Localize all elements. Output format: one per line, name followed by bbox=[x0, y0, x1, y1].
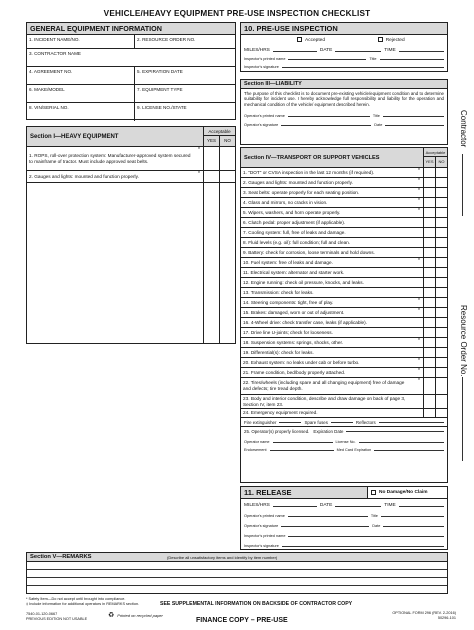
yes-checkbox[interactable] bbox=[423, 395, 435, 408]
form-code: 50296-101 bbox=[437, 615, 456, 620]
safety-star: * bbox=[418, 338, 420, 344]
no-checkbox[interactable] bbox=[435, 358, 447, 367]
section4-item bbox=[241, 395, 447, 409]
emergency-equipment-row bbox=[241, 418, 447, 427]
endorsement-input[interactable] bbox=[270, 450, 334, 451]
section4-item bbox=[241, 248, 447, 258]
safety-star bbox=[415, 409, 423, 417]
section4-item bbox=[241, 409, 447, 418]
section4-item-text: 20. Exhaust system: no leaks under cab or before turbo. bbox=[243, 359, 360, 365]
equipment-type-field[interactable]: 7. EQUIPMENT TYPE bbox=[135, 85, 235, 103]
section4-item bbox=[241, 368, 447, 378]
no-checkbox[interactable] bbox=[435, 228, 447, 237]
safety-star: * bbox=[418, 168, 420, 174]
release-operator-signature-label: Operator's signature bbox=[244, 524, 279, 528]
section1-item bbox=[27, 171, 235, 183]
recycled-note bbox=[108, 611, 178, 619]
release-section bbox=[240, 486, 448, 550]
section4-item-text: 4. Glass and mirrors, no cracks in vision. bbox=[243, 199, 328, 205]
section4-item bbox=[241, 348, 447, 358]
no-checkbox[interactable] bbox=[435, 268, 447, 277]
yes-checkbox[interactable] bbox=[423, 338, 435, 347]
no-checkbox[interactable] bbox=[435, 168, 447, 177]
safety-star: * bbox=[418, 308, 420, 314]
inspector-signature-input[interactable] bbox=[282, 67, 444, 68]
no-checkbox[interactable] bbox=[435, 318, 447, 327]
time-input[interactable] bbox=[399, 51, 444, 52]
pre-use-inspection-header: 10. PRE-USE INSPECTION bbox=[241, 23, 447, 35]
section4-item-text: 10. Fuel system: free of leaks and damage. bbox=[243, 259, 333, 265]
remarks-line[interactable] bbox=[27, 570, 447, 578]
release-time-label: TIME bbox=[384, 503, 396, 508]
release-title-label: Title bbox=[370, 514, 378, 518]
yes-checkbox[interactable] bbox=[423, 178, 435, 187]
section1-no-label: NO bbox=[224, 138, 231, 143]
no-checkbox[interactable] bbox=[435, 218, 447, 227]
release-inspector-signature-input[interactable] bbox=[282, 546, 444, 547]
safety-star: * bbox=[418, 368, 420, 374]
operator-date-label: Date bbox=[374, 123, 383, 128]
date-input[interactable] bbox=[335, 51, 381, 52]
fire-extinguisher-input[interactable] bbox=[279, 422, 301, 423]
operator-title-label: Title bbox=[372, 114, 380, 119]
fire-extinguisher-label: Fire extinguisher bbox=[244, 419, 277, 425]
remarks-line[interactable] bbox=[27, 578, 447, 586]
safety-star bbox=[415, 228, 423, 237]
no-checkbox[interactable] bbox=[435, 198, 447, 207]
reflectors-input[interactable] bbox=[379, 422, 444, 423]
release-operator-printed-input[interactable] bbox=[288, 516, 368, 517]
yes-checkbox[interactable] bbox=[423, 278, 435, 287]
expiration-date-label: Expiration Date bbox=[313, 429, 344, 434]
section4-acceptable-label: Acceptable bbox=[425, 150, 446, 155]
vin-serial-field[interactable]: 8. VIN/SERIAL NO. bbox=[27, 103, 135, 121]
release-date2-input[interactable] bbox=[383, 526, 444, 527]
remarks-line[interactable] bbox=[27, 562, 447, 570]
no-checkbox[interactable] bbox=[435, 368, 447, 377]
resource-order-side-label bbox=[455, 305, 471, 465]
date-label: DATE bbox=[319, 48, 333, 53]
operator-name-input[interactable] bbox=[273, 442, 333, 443]
section1-header: Section I—HEAVY EQUIPMENT bbox=[30, 134, 119, 140]
yes-checkbox[interactable] bbox=[203, 171, 219, 182]
rejected-checkbox[interactable] bbox=[378, 37, 383, 42]
operator-licensed-label: 25. Operator(s) properly licensed. bbox=[244, 429, 310, 434]
time-label: TIME bbox=[384, 48, 396, 53]
resource-order-field[interactable]: 2. RESOURCE ORDER NO. bbox=[135, 35, 235, 49]
section1-item bbox=[27, 147, 235, 171]
section4-item-text: 1. "DOT" or CVSA inspection in the last 12 months (if required). bbox=[243, 169, 375, 175]
section4-item bbox=[241, 238, 447, 248]
safety-star: * bbox=[418, 298, 420, 304]
license-state-field[interactable]: 9. LICENSE NO./STATE bbox=[137, 105, 187, 110]
no-checkbox[interactable] bbox=[435, 298, 447, 307]
resource-order-side-text: Resource Order No. bbox=[459, 305, 468, 377]
no-checkbox[interactable] bbox=[435, 258, 447, 267]
no-checkbox[interactable] bbox=[435, 248, 447, 257]
form-id: OPTIONAL FORM 296 (REV. 2-2016) bbox=[392, 611, 456, 615]
yes-checkbox[interactable] bbox=[423, 288, 435, 297]
no-checkbox[interactable] bbox=[435, 409, 447, 417]
section4-item bbox=[241, 188, 447, 198]
yes-checkbox[interactable] bbox=[423, 348, 435, 357]
inspector-signature-label: Inspector's signature bbox=[244, 65, 279, 69]
yes-checkbox[interactable] bbox=[423, 358, 435, 367]
section3-liability bbox=[240, 79, 448, 145]
spare-fuses-label: Spare fuses bbox=[304, 419, 328, 425]
safety-star bbox=[415, 288, 423, 297]
operator-printed-label: Operator's printed name bbox=[244, 114, 285, 119]
release-date-label: DATE bbox=[319, 503, 333, 508]
yes-checkbox[interactable] bbox=[423, 368, 435, 377]
form-number bbox=[366, 611, 456, 621]
safety-star: * bbox=[418, 208, 420, 214]
section5-remarks bbox=[26, 552, 448, 594]
section4-item-text: 2. Gauges and lights: mounted and function properly. bbox=[243, 179, 353, 185]
endorsement-label: Endorsement bbox=[244, 448, 267, 452]
no-checkbox[interactable] bbox=[435, 378, 447, 394]
section4-item bbox=[241, 358, 447, 368]
section4-item bbox=[241, 228, 447, 238]
section4-item bbox=[241, 338, 447, 348]
safety-star bbox=[415, 395, 423, 408]
yes-checkbox[interactable] bbox=[423, 409, 435, 417]
recycled-text: Printed on recycled paper bbox=[117, 612, 163, 618]
section4-item bbox=[241, 218, 447, 228]
finance-copy-label: FINANCE COPY – PRE-USE bbox=[196, 617, 288, 624]
miles-label: MILES/HRS bbox=[244, 48, 270, 53]
no-checkbox[interactable] bbox=[435, 348, 447, 357]
section4-item bbox=[241, 168, 447, 178]
general-info-section bbox=[26, 22, 236, 120]
yes-checkbox[interactable] bbox=[423, 298, 435, 307]
no-damage-checkbox[interactable] bbox=[371, 490, 376, 495]
operator-name-label: Operator name bbox=[244, 440, 270, 444]
no-checkbox[interactable] bbox=[435, 308, 447, 317]
section4-item-text: 5. Wipers, washers, and horn operate properly. bbox=[243, 209, 341, 215]
section4-item-text: 8. Fluid levels (e.g. oil): full condition; full and clean. bbox=[243, 239, 351, 245]
safety-star: * bbox=[418, 258, 420, 264]
contractor-name-field[interactable]: 3. CONTRACTOR NAME bbox=[27, 49, 235, 67]
yes-checkbox[interactable] bbox=[423, 238, 435, 247]
safety-star bbox=[415, 248, 423, 257]
no-checkbox[interactable] bbox=[435, 395, 447, 408]
no-checkbox[interactable] bbox=[435, 188, 447, 197]
contractor-side-label bbox=[455, 110, 471, 220]
safety-star: * bbox=[418, 188, 420, 194]
no-checkbox[interactable] bbox=[435, 238, 447, 247]
release-header: 11. RELEASE bbox=[244, 488, 292, 497]
section4-yes-label: YES bbox=[424, 157, 436, 167]
section4-item-text: 9. Battery: check for corrosion, loose terminals and hold downs. bbox=[243, 249, 375, 255]
miles-input[interactable] bbox=[273, 51, 317, 52]
inspector-title-label: Title bbox=[369, 57, 377, 61]
no-checkbox[interactable] bbox=[435, 178, 447, 187]
nsn-code: 7540-01-120-0667 bbox=[26, 612, 58, 616]
no-checkbox[interactable] bbox=[435, 338, 447, 347]
yes-checkbox[interactable] bbox=[423, 168, 435, 177]
release-inspector-signature-label: Inspector's signature bbox=[244, 544, 279, 548]
section1-heavy-equipment bbox=[26, 126, 236, 344]
recycle-icon: ♻ bbox=[108, 612, 115, 619]
section1-yes-label: YES bbox=[204, 136, 220, 146]
section4-item bbox=[241, 378, 447, 395]
expiration-date-field[interactable]: 5. EXPIRATION DATE bbox=[135, 67, 235, 85]
liability-statement: The purpose of this checklist is to document pre-existing vehicle/equipment condition and to determine suitability for incident use. I hereby acknowledge full responsibility and liability for the operation and mechanical condition of the vehicle/ equipment described herein. bbox=[244, 91, 444, 107]
yes-checkbox[interactable] bbox=[423, 308, 435, 317]
form-title: VEHICLE/HEAVY EQUIPMENT PRE-USE INSPECTION CHECKLIST bbox=[103, 9, 371, 18]
safety-star: * bbox=[418, 198, 420, 204]
safety-note: * Safety Item—Do not accept until brought into compliance. bbox=[26, 597, 126, 601]
section1-acceptable-label: Acceptable bbox=[204, 127, 235, 136]
yes-checkbox[interactable] bbox=[423, 258, 435, 267]
section4-item-text: 18. Suspension systems: springs, shocks, other. bbox=[243, 339, 344, 345]
incident-name-field[interactable]: 1. INCIDENT NAME/NO. bbox=[27, 35, 135, 49]
safety-star: * bbox=[198, 147, 200, 153]
remarks-note: (Describe all unsatisfactory items and identify by item number) bbox=[167, 554, 278, 560]
yes-checkbox[interactable] bbox=[423, 198, 435, 207]
release-operator-signature-input[interactable] bbox=[281, 526, 369, 527]
no-checkbox[interactable] bbox=[435, 278, 447, 287]
release-inspector-printed-input[interactable] bbox=[288, 536, 444, 537]
previous-edition-note: PREVIOUS EDITION NOT USABLE bbox=[26, 616, 88, 621]
section4-item bbox=[241, 288, 447, 298]
yes-checkbox[interactable] bbox=[423, 378, 435, 394]
safety-star bbox=[415, 328, 423, 337]
supplemental-note: SEE SUPPLEMENTAL INFORMATION ON BACKSIDE OF CONTRACTOR COPY bbox=[160, 601, 353, 607]
safety-star: * bbox=[418, 378, 420, 384]
section4-item bbox=[241, 178, 447, 188]
release-operator-printed-label: Operator's printed name bbox=[244, 514, 285, 518]
section4-item-text: 22. Tires/wheels (including spare and all changing equipment) free of damage and defects; tire tread depth. bbox=[243, 380, 405, 391]
section4-item-text: 23. Body and interior condition, describe and draw damage on back of page 3, Section IV, item 23. bbox=[243, 395, 406, 407]
license-no-label: License No. bbox=[335, 440, 356, 444]
no-damage-label: No Damage/No Claim bbox=[379, 490, 428, 495]
no-checkbox[interactable] bbox=[219, 171, 235, 182]
accepted-label: Accepted bbox=[305, 37, 326, 43]
med-card-label: Med Card Expiration bbox=[336, 448, 372, 452]
accepted-checkbox[interactable] bbox=[297, 37, 302, 42]
section4-item bbox=[241, 278, 447, 288]
section4-item-text: 17. Drive line U-joints; check for looseness. bbox=[243, 329, 333, 335]
release-date-input[interactable] bbox=[335, 506, 381, 507]
inspector-printed-input[interactable] bbox=[288, 59, 366, 60]
release-inspector-printed-label: Inspector's printed name bbox=[244, 534, 286, 538]
section4-item bbox=[241, 298, 447, 308]
section1-item-text: 2. Gauges and lights: mounted and function properly. bbox=[29, 173, 139, 179]
section4-item-text: 7. Cooling system: full, free of leaks and damage. bbox=[243, 229, 346, 235]
section4-item-text: 15. Brakes: damaged, worn or out of adjustment. bbox=[243, 309, 345, 315]
section4-item bbox=[241, 308, 447, 318]
section3-header: Section III—LIABILITY bbox=[241, 80, 447, 89]
section4-item bbox=[241, 268, 447, 278]
license-no-input[interactable] bbox=[359, 442, 444, 443]
operator-date-input[interactable] bbox=[385, 125, 444, 126]
yes-checkbox[interactable] bbox=[203, 147, 219, 170]
safety-star: * bbox=[198, 171, 200, 177]
yes-checkbox[interactable] bbox=[423, 218, 435, 227]
inspector-title-input[interactable] bbox=[380, 59, 444, 60]
section4-item-list bbox=[241, 168, 447, 418]
section4-item-text: 13. Transmission: check for leaks. bbox=[243, 289, 314, 295]
release-miles-input[interactable] bbox=[273, 506, 317, 507]
no-checkbox[interactable] bbox=[435, 288, 447, 297]
rejected-label: Rejected bbox=[385, 37, 405, 43]
yes-checkbox[interactable] bbox=[423, 318, 435, 327]
yes-checkbox[interactable] bbox=[423, 228, 435, 237]
operator-title-input[interactable] bbox=[383, 116, 444, 117]
section4-item-text: 11. Electrical system: alternator and starter work. bbox=[243, 269, 345, 275]
section4-item-text: 21. Frame condition, bed/body properly attached. bbox=[243, 369, 346, 375]
pre-use-inspection-section bbox=[240, 22, 448, 72]
safety-star bbox=[415, 218, 423, 227]
release-time-input[interactable] bbox=[399, 506, 444, 507]
no-checkbox[interactable] bbox=[435, 328, 447, 337]
yes-checkbox[interactable] bbox=[423, 248, 435, 257]
section5-header: Section V—REMARKS bbox=[30, 554, 92, 560]
safety-star bbox=[415, 348, 423, 357]
agreement-no-field[interactable]: 4. AGREEMENT NO. bbox=[27, 67, 135, 85]
section4-item-text: 16. 4-Wheel drive: check transfer case, leaks (if applicable). bbox=[243, 319, 368, 325]
operator-printed-input[interactable] bbox=[288, 116, 370, 117]
section4-item-text: 19. Differential(s): check for leaks. bbox=[243, 349, 314, 355]
yes-checkbox[interactable] bbox=[423, 188, 435, 197]
section4-no-label: NO bbox=[438, 159, 445, 164]
section4-item-text: 24. Emergency equipment required. bbox=[243, 410, 318, 416]
operator-signature-input[interactable] bbox=[281, 125, 371, 126]
inspector-printed-label: Inspector's printed name bbox=[244, 57, 286, 61]
yes-checkbox[interactable] bbox=[423, 328, 435, 337]
safety-star bbox=[415, 238, 423, 247]
section4-item bbox=[241, 318, 447, 328]
operator-signature-label: Operator's signature bbox=[244, 123, 279, 128]
release-date2-label: Date bbox=[372, 524, 381, 528]
med-card-input[interactable] bbox=[374, 450, 444, 451]
section1-item-text: 1. ROPS, roll-over protection system: Manufacturer-approved system secured to mainframe of tractor. Must include approved seat belts. bbox=[29, 152, 191, 164]
safety-star: * bbox=[418, 358, 420, 364]
safety-star bbox=[415, 318, 423, 327]
yes-checkbox[interactable] bbox=[423, 208, 435, 217]
release-miles-label: MILES/HRS bbox=[244, 503, 270, 508]
section4-item bbox=[241, 208, 447, 218]
no-checkbox[interactable] bbox=[219, 147, 235, 170]
general-info-header: GENERAL EQUIPMENT INFORMATION bbox=[27, 23, 235, 35]
section4-item bbox=[241, 258, 447, 268]
footer-codes bbox=[26, 612, 106, 621]
safety-star: * bbox=[418, 178, 420, 184]
section4-item-text: 12. Engine running: check oil pressure, knocks, and leaks. bbox=[243, 279, 364, 285]
make-model-field[interactable]: 6. MAKE/MODEL bbox=[27, 85, 135, 103]
section4-item bbox=[241, 328, 447, 338]
reflectors-label: Reflectors bbox=[355, 419, 376, 425]
contractor-side-text: Contractor bbox=[459, 110, 468, 148]
section4-item-text: 3. Seat belts: operate properly for each seating position. bbox=[243, 189, 360, 195]
safety-star bbox=[415, 278, 423, 287]
section4-item bbox=[241, 198, 447, 208]
expiration-date-input[interactable] bbox=[346, 431, 444, 432]
safety-star bbox=[415, 268, 423, 277]
yes-checkbox[interactable] bbox=[423, 268, 435, 277]
section4-item-text: 14. Steering components: tight, free of play. bbox=[243, 299, 334, 305]
spare-fuses-input[interactable] bbox=[331, 422, 353, 423]
operators-note: ‡ Include information for additional operators in REMARKS section. bbox=[26, 601, 140, 606]
section4-header: Section IV—TRANSPORT OR SUPPORT VEHICLES bbox=[244, 155, 380, 161]
section4-transport-vehicles bbox=[240, 147, 448, 483]
section4-item-text: 6. Clutch pedal: proper adjustment (if applicable). bbox=[243, 219, 346, 225]
release-title-input[interactable] bbox=[381, 516, 444, 517]
no-checkbox[interactable] bbox=[435, 208, 447, 217]
